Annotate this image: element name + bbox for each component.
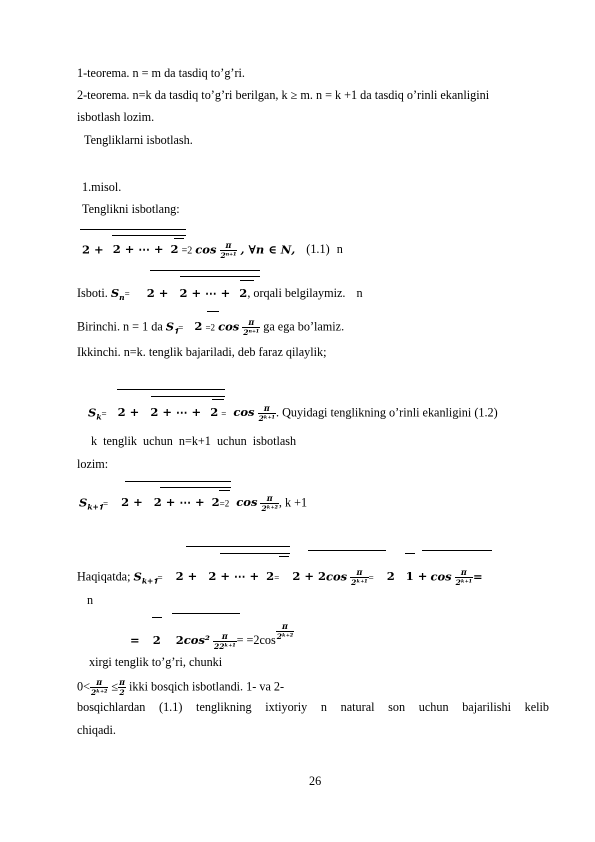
proof-lead: Isboti. [77, 286, 108, 300]
s-subscript: 𝒌+𝟏 [141, 576, 158, 586]
formula-term: 2 + ⋯ + [150, 405, 202, 420]
innermost-radical-bar [212, 399, 224, 400]
formula-eq: = [368, 572, 374, 583]
formula-term: 2 [211, 495, 220, 510]
cos-term: cos [236, 495, 258, 510]
formula-eq: = [157, 572, 163, 583]
first-step-line [77, 318, 344, 338]
assumption-tail: . Quyidagi tenglikning o’rinli ekanligini (1.2) [275, 405, 498, 420]
cos-term: cos [218, 319, 240, 334]
radical-bar [207, 311, 219, 312]
formula-eq: = [473, 569, 483, 584]
formula-term: 2 + ⋯ + [208, 569, 260, 584]
formula-term: 2 [170, 242, 179, 257]
s-symbol: 𝑺 [133, 569, 142, 584]
lozim-line: lozim: [77, 457, 109, 471]
page-number: 26 [309, 774, 322, 788]
fraction: $\frac{\pi}{\text{2ᵏ⁺²}}$ [276, 621, 294, 641]
formula-eq: = [178, 322, 184, 333]
inner-radical-bar [160, 487, 231, 488]
outer-radical-bar [80, 229, 186, 230]
equation-label: (1.1) [306, 242, 330, 257]
s-k1-tail: , k +1 [278, 495, 308, 510]
formula-eq: =2 [219, 498, 230, 509]
cos-term: cos [430, 569, 452, 584]
proving-identities-heading: Tengliklarni isbotlash. [84, 133, 193, 147]
cos-squared-line [130, 622, 294, 651]
second-step-line: Ikkinchi. n=k. tenglik bajariladi, deb faraz qilaylik; [77, 345, 327, 359]
assumption-line [88, 404, 498, 424]
proof-tail: , orqali belgilaymiz. [247, 286, 346, 300]
outer-radical-bar [125, 481, 231, 482]
s-symbol: 𝑺 [165, 319, 175, 334]
inner-radical-bar [112, 235, 186, 236]
s-subscript: 𝒌 [96, 412, 102, 422]
formula-eq: = [124, 289, 130, 299]
formula-term: 2 + 2 [292, 569, 326, 584]
formula-term: 2 [239, 286, 248, 300]
bound-tail: ikki bosqich isbotlandi. 1- va 2- [129, 679, 285, 694]
formula-term: 2 [175, 633, 184, 647]
formula-term: 2 [194, 319, 203, 334]
cos-squared-term: cos² [183, 633, 210, 647]
formula-eq: = [102, 498, 109, 509]
s-subscript: 𝒌+𝟏 [87, 502, 103, 512]
formula-eq: =2 [181, 245, 193, 257]
outer-radical-bar [186, 546, 290, 547]
fraction: $\frac{\pi}{\text{2ⁿ⁺¹}}$ [220, 240, 237, 260]
cos-term: cos [325, 569, 348, 584]
formula-term: 2 [386, 569, 395, 584]
formula-term: 2 + [175, 569, 198, 584]
s-subscript: 𝟏 [174, 326, 179, 336]
formula-term: 2 [210, 405, 219, 420]
s-k1-target-line [79, 494, 307, 514]
radical-bar [152, 617, 162, 618]
formula-term: 2 + [121, 495, 143, 510]
theorem-1-line: 1-teorema. n = m da tasdiq to’g’ri. [77, 66, 245, 80]
fraction: $\frac{\pi}{\text{2ⁿ⁺¹}}$ [243, 317, 260, 337]
n-line: n [87, 593, 94, 607]
formula-eq: = [274, 572, 280, 583]
formula-term: 2 [152, 633, 161, 647]
s-symbol: 𝑺 [110, 286, 120, 300]
fraction: $\frac{\pi}{\text{22ᵏ⁺¹}}$ [214, 630, 236, 651]
k-line: k tenglik uchun n=k+1 uchun isbotlash [91, 434, 297, 448]
cos-term: cos [195, 242, 217, 257]
forall-term: , ∀𝒏 ∈ 𝑵, [240, 242, 296, 257]
theorem-2-line: 2-teorema. n=k da tasdiq to’g’ri berilgan, k ≥ m. n = k +1 da tasdiq o’rinli ekanligini [77, 88, 490, 102]
formula-term: 2 + ⋯ + [153, 495, 205, 510]
fraction: $\frac{\pi}{\text{2ᵏ⁺¹}}$ [455, 567, 473, 587]
fraction: $\frac{\pi}{\text{2ᵏ⁺²}}$ [90, 677, 108, 697]
cos-term: cos [233, 405, 255, 420]
prove-identity-line: Tenglikni isbotlang: [82, 202, 180, 216]
s-subscript: 𝒏 [119, 293, 125, 302]
formula-eq: = [101, 408, 107, 419]
xirgi-line: xirgi tenglik to’g’ri, chunki [89, 655, 223, 669]
proof-definition-line [77, 286, 363, 305]
example-1-heading: 1.misol. [82, 180, 122, 194]
formula-term: 2 [266, 569, 275, 584]
bound-line [77, 678, 284, 697]
indeed-line [77, 568, 483, 588]
indeed-text: Haqiqatda; [77, 569, 131, 584]
formula-term: 2 + [146, 286, 169, 300]
fraction: $\frac{\pi}{\text{2ᵏ⁺²}}$ [261, 493, 278, 513]
inner-radical-bar [151, 396, 225, 397]
inner-radical-bar [220, 553, 290, 554]
formula-eq: = [221, 408, 227, 419]
fraction: $\frac{\pi}{\text{2ᵏ⁺¹}}$ [258, 403, 275, 423]
equation-label-n: n [336, 242, 343, 257]
proof-needed-line: isbotlash lozim. [77, 110, 155, 124]
radical-bar [172, 613, 240, 614]
formula-eq: = [130, 633, 140, 647]
formula-term: 2 + [82, 242, 104, 257]
innermost-radical-bar [279, 556, 289, 557]
formula-eq: = =2cos [236, 633, 276, 647]
first-step-text: Birinchi. n = 1 da [77, 319, 163, 334]
proof-n: n [356, 286, 363, 300]
innermost-radical-bar [219, 490, 230, 491]
innermost-radical-bar [174, 238, 184, 239]
formula-term: 2 + ⋯ + [112, 242, 164, 257]
formula-term: 1 + [405, 569, 428, 584]
innermost-radical-bar [240, 280, 254, 281]
chiqadi-line: chiqadi. [77, 723, 116, 737]
fraction: $\frac{\pi}{2}$ [119, 677, 125, 697]
radical-bar [405, 553, 415, 554]
conclusion-line: bosqichlardan (1.1) tenglikning ixtiyoriy n natural son uchun bajarilishi kelib [77, 700, 549, 714]
first-step-tail: ga ega bo’lamiz. [263, 319, 345, 334]
formula-eq: =2 [205, 322, 216, 333]
radical-bar [422, 550, 492, 551]
s-symbol: 𝑺 [88, 405, 97, 420]
inner-radical-bar [180, 276, 260, 277]
outer-radical-bar [117, 389, 225, 390]
formula-term: 2 + [117, 405, 140, 420]
radical-bar [308, 550, 386, 551]
fraction: $\frac{\pi}{\text{2ᵏ⁺¹}}$ [351, 567, 368, 587]
formula-1-1 [82, 241, 343, 260]
outer-radical-bar [150, 270, 260, 271]
formula-le: ≤ [111, 679, 119, 694]
s-symbol: 𝑺 [79, 495, 88, 510]
formula-term: 2 + ⋯ + [179, 286, 231, 300]
formula-term: 0< [77, 679, 90, 694]
